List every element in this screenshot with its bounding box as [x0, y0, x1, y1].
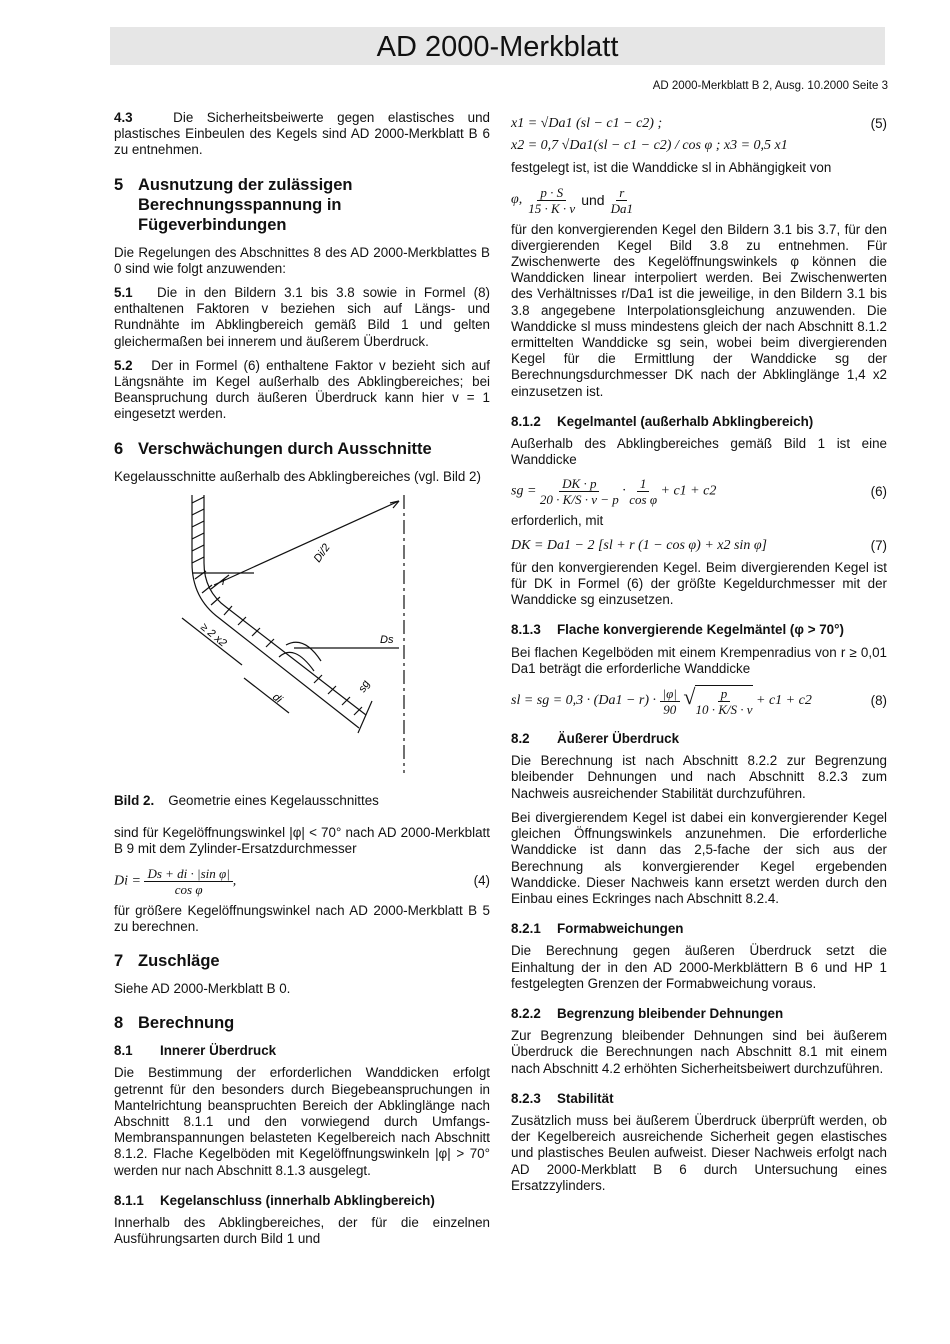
para-r9: Die Berechnung gegen äußeren Überdruck setzt die Einhaltung der in den AD 2000-Merkblättern B 6 und HP 1 festgelegten Grenzen der Formabweichung voraus. — [511, 943, 887, 991]
heading-8-2-3: 8.2.3 Stabilität — [511, 1090, 614, 1106]
para-5: Die Regelungen des Abschnittes 8 des AD 2000-Merkblattes B 0 sind wie folgt anzuwenden: — [114, 244, 490, 276]
heading-8-1-1: 8.1.1 Kegelanschluss (innerhalb Abklingbereich) — [114, 1192, 435, 1208]
para-6b: sind für Kegelöffnungswinkel |φ| < 70° nach AD 2000-Merkblatt B 9 mit dem Zylinder-Ersatzdurchmesser — [114, 825, 490, 857]
para-8-1-1: Innerhalb des Abklingbereiches, der für die einzelnen Ausführungsarten durch Bild 1 und — [114, 1215, 490, 1247]
figure-caption: Bild 2. Geometrie eines Kegelausschnittes — [114, 793, 379, 809]
running-head: AD 2000-Merkblatt B 2, Ausg. 10.2000 Seite 3 — [652, 80, 888, 92]
para-r10: Zur Begrenzung bleibender Dehnungen sind bei äußerem Überdruck die Berechnungen nach Abschnitt 8.1 mit einem nach Abschnitt 4.2 erhöhten Sicherheitsbeiwert durchzuführen. — [511, 1028, 887, 1076]
label-Ds: Ds — [380, 633, 394, 646]
equation-8: sl = sg = 0,3 · (Da1 − r) · $\frac{|\varphi|}{90}$ √ $\frac{p}{10 \cdot K/S \cdot v}$ + c1 + c2 (8) — [511, 684, 887, 718]
para-r5: für den konvergierenden Kegel. Beim divergierenden Kegel ist für DK in Formel (6) der größte Kegeldurchmesser mit der Wanddicke sg einzusetzen. — [511, 559, 887, 608]
ratio-line: φ, $\frac{p \cdot S}{15 \cdot K \cdot v}$ und $\frac{r}{Da1}$ — [511, 184, 633, 216]
right-column — [511, 110, 887, 1202]
heading-8-2: 8.2 Äußerer Überdruck — [511, 731, 680, 747]
para-r7: Die Berechnung ist nach Abschnitt 8.2.2 zur Begrenzung bleibender Dehnungen und nach Abschnitt 8.2.3 zum Nachweis ausreichender Stabilität durchzuführen. — [511, 753, 887, 801]
para-r1: festgelegt ist, ist die Wanddicke sl in Abhängigkeit von — [511, 160, 832, 176]
para-r6: Bei flachen Kegelböden mit einem Krempenradius von r ≥ 0,01 Da1 beträgt die erforderliche Wanddicke — [511, 644, 887, 676]
heading-8-1-2: 8.1.2 Kegelmantel (außerhalb Abklingbereich) — [511, 413, 814, 429]
left-column — [114, 110, 490, 1256]
para-6: Kegelausschnitte außerhalb des Abklingbereiches (vgl. Bild 2) — [114, 468, 481, 484]
heading-8-2-2: 8.2.2 Begrenzung bleibender Dehnungen — [511, 1005, 784, 1021]
para-r3: Außerhalb des Abklingbereiches gemäß Bild 1 ist eine Wanddicke — [511, 436, 887, 468]
para-5-2: 5.2 Der in Formel (6) enthaltene Faktor v bezieht sich auf Längsnähte im Kegel außerhalb des Abklingbereiches; bei Beanspruchung durch äußeren Überdruck kann hier v = 1 eingesetzt werden. — [114, 357, 490, 422]
para-r11: Zusätzlich muss bei äußerem Überdruck überprüft werden, ob der Kegelbereich ausreichende Sicherheit gegen elastisches und plastisches Beulen aufweist. Dieser Nachweis erfolgt nach AD 2000-Merkblatt B 6 durch Untersuchung eines Ersatzzylinders. — [511, 1112, 887, 1193]
para-8-1: Die Bestimmung der erforderlichen Wanddicken erfolgt getrennt für den besonders durch Biegebeanspruchungen in Mantelrichtung beanspruchten Bereich der Abklinglänge nach Abschnitt 8.1.1 und den vorwiegend durch Umfangs-Membranspannungen belasteten Kegelbereich nach Abschnitt 8.1.2. Flache Kegelböden mit Kegelöffnungswinkeln |φ| > 70° werden nur nach Abschnitt 8.1.3 ausgelegt. — [114, 1065, 490, 1178]
label-di: di — [270, 690, 285, 706]
page-header: AD 2000-Merkblatt — [110, 27, 885, 65]
para-4-3: 4.3 Die Sicherheitsbeiwerte gegen elastisches und plastisches Einbeulen des Kegels sind AD 2000-Merkblatt B 6 zu entnehmen. — [114, 110, 490, 158]
heading-7: 7 Zuschläge — [114, 952, 220, 971]
para-5-1: 5.1 Die in den Bildern 3.1 bis 3.8 sowie in Formel (8) enthaltenen Faktoren v beziehen sich auf Längs- und Rundnähte im Abklingbereich gemäß Bild 1 und gelten gleichermaßen bei innerem und äußerem Überdruck. — [114, 285, 490, 349]
para-6c: für größere Kegelöffnungswinkel nach AD 2000-Merkblatt B 5 zu berechnen. — [114, 902, 490, 934]
label-Di2: Di/2 — [311, 541, 333, 565]
label-r: r — [222, 575, 226, 588]
label-x2: ≥ 2 x2 — [198, 620, 229, 650]
cone-cutout-diagram — [114, 493, 490, 783]
equation-5b: x2 = 0,7 √Da1(sl − c1 − c2) / cos φ ; x3 = 0,5 x1 — [511, 138, 788, 154]
heading-8-1: 8.1 Innerer Überdruck — [114, 1043, 277, 1059]
para-7: Siehe AD 2000-Merkblatt B 0. — [114, 981, 291, 997]
heading-6: 6 Verschwächungen durch Ausschnitte — [114, 439, 432, 458]
para-r8: Bei divergierendem Kegel ist dabei ein konvergierender Kegel gleichen Öffnungswinkels anzunehmen. Die erforderliche Wanddicke ist dann das 2,5-fache der sich aus der Berechnung als konvergierender Kegel ergebenden Wanddicke. Dieser Nachweis kann ersetzt werden durch den Einbau eines Eckringes nach Abschnitt 8.2.4. — [511, 809, 887, 906]
equation-4: Di = $\frac{\text{Ds + di · |sin φ|}}{\text{cos φ}}$ , (4) — [114, 865, 490, 897]
para-r2: für den konvergierenden Kegel den Bildern 3.1 bis 3.7, für den divergierenden Kegel Bild 3.8 zu entnehmen. Für Zwischenwerte des Kegelöffnungswinkels φ können die Wanddicken linear interpoliert werden. Bei Zwischenwerten des Verhältnisses r/Da1 ist die jeweilige, in den Bildern 3.1 bis 3.8 angegebene Interpolationsgleichung anzuwenden. Die Wanddicke sl muss mindestens gleich der nach Abschnitt 8.1.2 ermittelten Wanddicke sg sein, wobei beim divergierenden Kegel für die Ermittlung der Wanddicke sg der Berechnungsdurchmesser DK nach der Abklinglänge 1,4 x2 einzusetzen ist. — [511, 221, 887, 399]
equation-7: DK = Da1 − 2 [sl + r (1 − cos φ) + x2 sin φ] (7) — [511, 537, 887, 553]
figure-2 — [114, 493, 490, 787]
heading-8: 8 Berechnung — [114, 1014, 235, 1033]
equation-5: x1 = √Da1 (sl − c1 − c2) ; (5) — [511, 116, 887, 131]
heading-8-1-3: 8.1.3 Flache konvergierende Kegelmäntel (φ > 70°) — [511, 622, 844, 638]
equation-6: sg = $\frac{DK \cdot p}{20 \cdot K/S \cdot v - p}$ · $\frac{1}{\text{cos φ}}$ + c1 + c2 (6) — [511, 476, 887, 508]
para-r4: erforderlich, mit — [511, 513, 604, 529]
heading-8-2-1: 8.2.1 Formabweichungen — [511, 921, 684, 937]
heading-5: 5 Ausnutzung der zulässigen Berechnungsspannung in Fügeverbindungen — [114, 175, 353, 234]
label-sg: sg — [356, 678, 373, 695]
